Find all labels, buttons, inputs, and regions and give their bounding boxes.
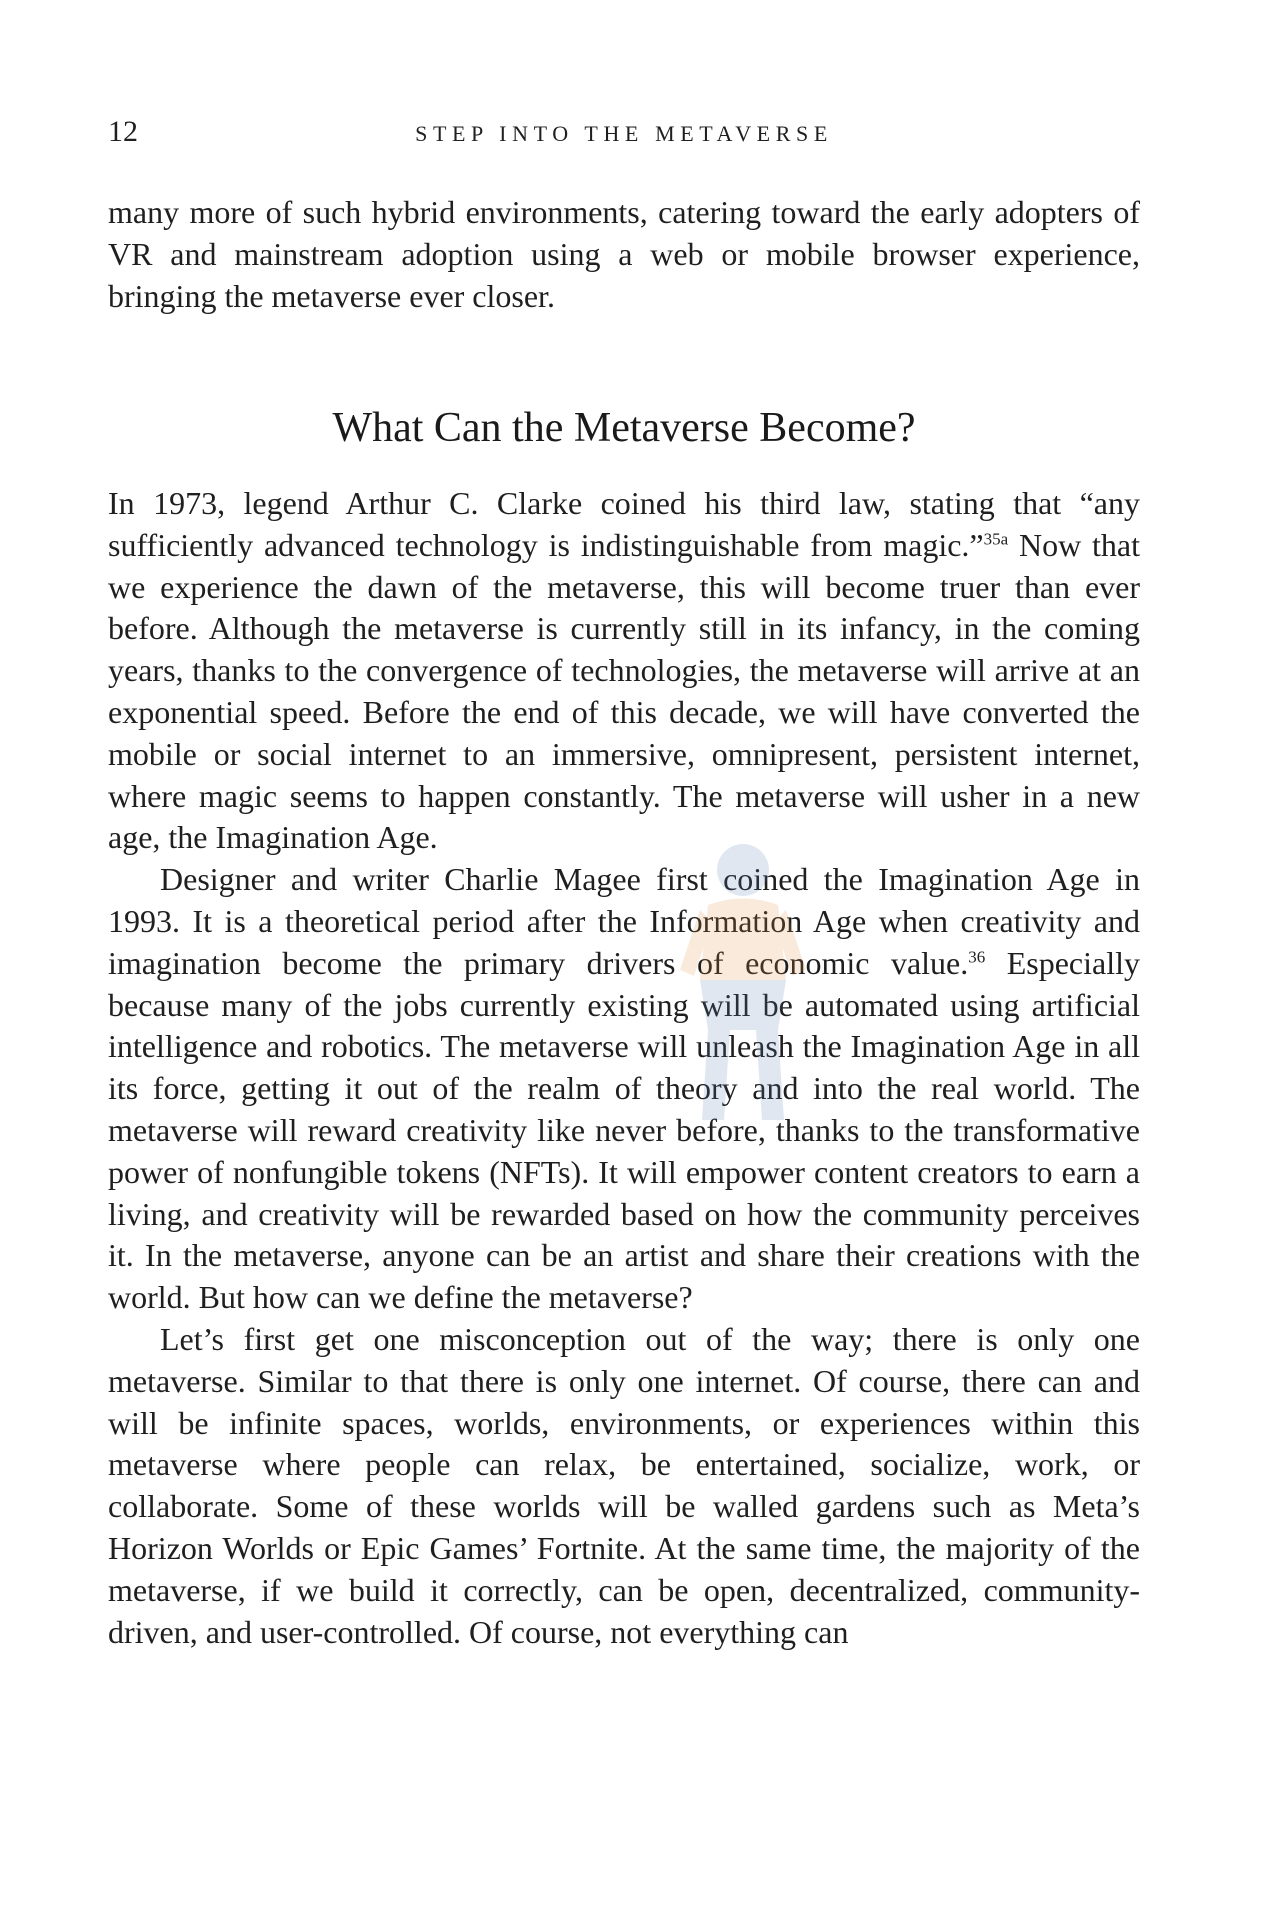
paragraph-text: Now that we experience the dawn of the metaverse, this will become truer than ever before. Although the metaverse is currently still in its infancy, in the coming years, thanks to the convergence of technologies, the metaverse will arrive at an exponential speed. Before the end of this decade, we will have converted the mobile or social internet to an immersive, omnipresent, persistent internet, where magic seems to happen constantly. The metaverse will usher in a new age, the Imagination Age. bbox=[108, 526, 1140, 856]
paragraph-text: Designer and writer Charlie Magee first coined the Imagination Age in 1993. It is a theoretical period after the Information Age when creativity and imagination become the primary drivers of economic value. bbox=[108, 861, 1140, 981]
paragraph-text: Especially because many of the jobs currently existing will be automated using artificial intelligence and robotics. The metaverse will unleash the Imagination Age in all its force, getting it out of the realm of theory and into the real world. The metaverse will reward creativity like never before, thanks to the transformative power of nonfungible tokens (NFTs). It will empower content creators to earn a living, and creativity will be rewarded based on how the community perceives it. In the metaverse, anyone can be an artist and share their creations with the world. But how can we define the metaverse? bbox=[108, 944, 1141, 1316]
body-paragraph bbox=[108, 483, 1140, 859]
footnote-marker: 36 bbox=[968, 947, 986, 967]
footnote-marker: 35a bbox=[983, 529, 1009, 549]
page-number: 12 bbox=[108, 115, 138, 148]
paragraph-text: Let’s first get one misconception out of the way; there is only one metaverse. Similar to that there is only one internet. Of course, there can and will be infinite spaces, worlds, environments, or experiences within this metaverse where people can relax, be entertained, socialize, work, or collaborate. Some of these worlds will be walled gardens such as Meta’s Horizon Worlds or Epic Games’ Fortnite. At the same time, the majority of the metaverse, if we build it correctly, can be open, decentralized, community-driven, and user-controlled. Of course, not everything can bbox=[108, 1320, 1140, 1650]
running-title: STEP INTO THE METAVERSE bbox=[415, 121, 833, 146]
intro-block bbox=[108, 192, 1140, 317]
intro-paragraph: many more of such hybrid environments, catering toward the early adopters of VR and mainstream adoption using a web or mobile browser experience, bringing the metaverse ever closer. bbox=[108, 194, 1140, 314]
body-paragraph bbox=[108, 859, 1140, 1319]
running-head bbox=[108, 112, 1140, 152]
paragraph-text: In 1973, legend Arthur C. Clarke coined his third law, stating that “any sufficiently advanced technology is indistinguishable from magic.” bbox=[108, 485, 1140, 563]
book-page bbox=[108, 0, 1140, 1920]
section-heading: What Can the Metaverse Become? bbox=[332, 405, 916, 451]
body-paragraph bbox=[108, 1319, 1140, 1653]
section-body bbox=[108, 483, 1140, 1653]
